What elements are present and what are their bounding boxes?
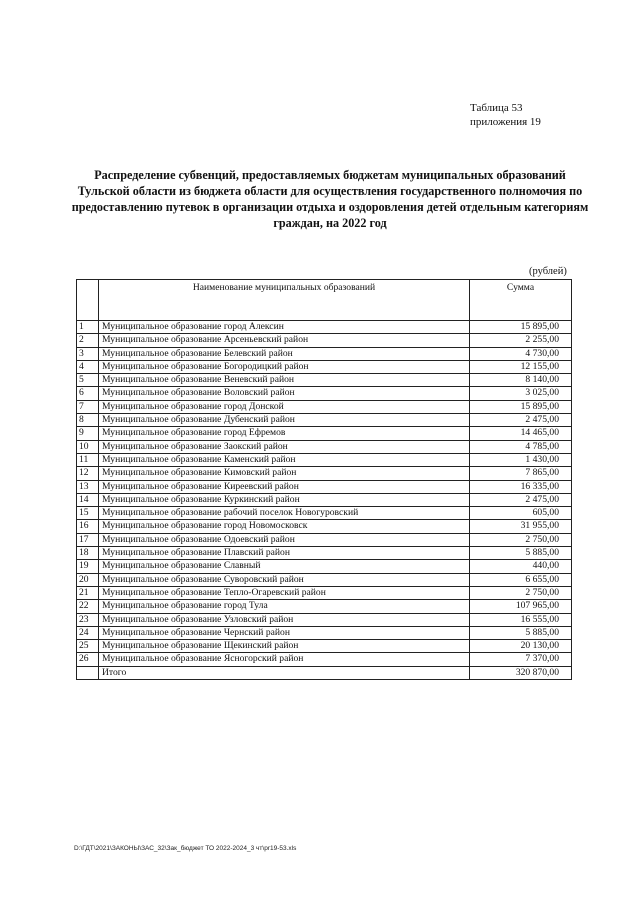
- row-index: 3: [77, 347, 99, 360]
- row-name: Итого: [99, 666, 470, 679]
- row-sum: 20 130,00: [470, 640, 572, 653]
- table-row: [77, 653, 572, 666]
- table-row: [77, 427, 572, 440]
- row-sum: 4 785,00: [470, 440, 572, 453]
- header-name: Наименование муниципальных образований: [99, 280, 470, 321]
- row-sum: 16 555,00: [470, 613, 572, 626]
- row-index: [77, 666, 99, 679]
- row-index: 24: [77, 626, 99, 639]
- row-sum: 5 885,00: [470, 626, 572, 639]
- table-row: [77, 480, 572, 493]
- total-row: [77, 666, 572, 679]
- row-sum: 6 655,00: [470, 573, 572, 586]
- row-index: 21: [77, 586, 99, 599]
- row-index: 9: [77, 427, 99, 440]
- row-name: Муниципальное образование Щекинский район: [99, 640, 470, 653]
- document-title: Распределение субвенций, предоставляемых бюджетам муниципальных образований Тульской области из бюджета области для осуществления государственного полномочия по предоставлению путевок в организации отдыха и оздоровления детей отдельным категориям граждан, на 2022 год: [71, 168, 589, 230]
- table-row: [77, 573, 572, 586]
- row-index: 23: [77, 613, 99, 626]
- row-index: 5: [77, 374, 99, 387]
- row-index: 10: [77, 440, 99, 453]
- row-sum: 12 155,00: [470, 360, 572, 373]
- row-sum: 2 475,00: [470, 493, 572, 506]
- row-name: Муниципальное образование Богородицкий район: [99, 360, 470, 373]
- table-row: [77, 493, 572, 506]
- row-index: 11: [77, 453, 99, 466]
- table-row: [77, 507, 572, 520]
- row-name: Муниципальное образование Заокский район: [99, 440, 470, 453]
- row-name: Муниципальное образование Узловский район: [99, 613, 470, 626]
- header-index: [77, 280, 99, 321]
- row-index: 4: [77, 360, 99, 373]
- header-sum: Сумма: [470, 280, 572, 321]
- table-row: [77, 387, 572, 400]
- row-index: 1: [77, 321, 99, 334]
- row-name: Муниципальное образование Веневский район: [99, 374, 470, 387]
- row-name: Муниципальное образование Тепло-Огаревский район: [99, 586, 470, 599]
- table-body: [77, 321, 572, 680]
- row-sum: 320 870,00: [470, 666, 572, 679]
- row-sum: 31 955,00: [470, 520, 572, 533]
- row-name: Муниципальное образование Воловский район: [99, 387, 470, 400]
- row-index: 6: [77, 387, 99, 400]
- row-sum: 107 965,00: [470, 600, 572, 613]
- row-name: Муниципальное образование город Новомосковск: [99, 520, 470, 533]
- row-index: 19: [77, 560, 99, 573]
- subsidy-table: [76, 279, 572, 680]
- row-name: Муниципальное образование Каменский район: [99, 453, 470, 466]
- row-name: Муниципальное образование Дубенский район: [99, 414, 470, 427]
- row-name: Муниципальное образование Славный: [99, 560, 470, 573]
- row-sum: 5 885,00: [470, 547, 572, 560]
- row-index: 12: [77, 467, 99, 480]
- row-index: 13: [77, 480, 99, 493]
- row-index: 25: [77, 640, 99, 653]
- row-name: Муниципальное образование Кимовский район: [99, 467, 470, 480]
- table-row: [77, 626, 572, 639]
- row-name: Муниципальное образование Куркинский район: [99, 493, 470, 506]
- row-sum: 3 025,00: [470, 387, 572, 400]
- row-sum: 14 465,00: [470, 427, 572, 440]
- row-name: Муниципальное образование рабочий поселок Новогуровский: [99, 507, 470, 520]
- row-name: Муниципальное образование Суворовский район: [99, 573, 470, 586]
- row-sum: 16 335,00: [470, 480, 572, 493]
- table-row: [77, 613, 572, 626]
- row-sum: 440,00: [470, 560, 572, 573]
- row-name: Муниципальное образование Белевский район: [99, 347, 470, 360]
- table-row: [77, 374, 572, 387]
- row-name: Муниципальное образование город Ефремов: [99, 427, 470, 440]
- table-row: [77, 334, 572, 347]
- table-row: [77, 640, 572, 653]
- row-index: 14: [77, 493, 99, 506]
- row-name: Муниципальное образование Ясногорский район: [99, 653, 470, 666]
- row-index: 18: [77, 547, 99, 560]
- row-sum: 15 895,00: [470, 400, 572, 413]
- table-row: [77, 453, 572, 466]
- table-row: [77, 600, 572, 613]
- row-name: Муниципальное образование Чернский район: [99, 626, 470, 639]
- currency-unit: (рублей): [529, 266, 567, 277]
- row-sum: 7 370,00: [470, 653, 572, 666]
- table-row: [77, 533, 572, 546]
- table-row: [77, 467, 572, 480]
- row-index: 2: [77, 334, 99, 347]
- row-index: 22: [77, 600, 99, 613]
- row-name: Муниципальное образование Плавский район: [99, 547, 470, 560]
- table-row: [77, 560, 572, 573]
- row-name: Муниципальное образование город Донской: [99, 400, 470, 413]
- row-sum: 605,00: [470, 507, 572, 520]
- appendix-number: приложения 19: [470, 116, 541, 128]
- row-index: 26: [77, 653, 99, 666]
- row-sum: 4 730,00: [470, 347, 572, 360]
- row-name: Муниципальное образование город Алексин: [99, 321, 470, 334]
- row-sum: 7 865,00: [470, 467, 572, 480]
- row-name: Муниципальное образование Киреевский район: [99, 480, 470, 493]
- row-index: 20: [77, 573, 99, 586]
- row-sum: 1 430,00: [470, 453, 572, 466]
- row-index: 15: [77, 507, 99, 520]
- file-path: D:\ГДТ\2021\ЗАКОНЫ\ЗАС_32\Зак_бюджет ТО 2022-2024_3 чт\pr19-53.xls: [74, 845, 297, 852]
- table-row: [77, 347, 572, 360]
- row-sum: 2 475,00: [470, 414, 572, 427]
- table-row: [77, 400, 572, 413]
- row-index: 7: [77, 400, 99, 413]
- row-index: 16: [77, 520, 99, 533]
- table-row: [77, 586, 572, 599]
- row-index: 8: [77, 414, 99, 427]
- row-name: Муниципальное образование город Тула: [99, 600, 470, 613]
- table-row: [77, 414, 572, 427]
- table-row: [77, 520, 572, 533]
- row-name: Муниципальное образование Одоевский район: [99, 533, 470, 546]
- table-number: Таблица 53: [470, 102, 523, 114]
- table-row: [77, 321, 572, 334]
- row-name: Муниципальное образование Арсеньевский район: [99, 334, 470, 347]
- table-row: [77, 440, 572, 453]
- row-sum: 15 895,00: [470, 321, 572, 334]
- document-header-ref: [470, 101, 541, 129]
- table-row: [77, 547, 572, 560]
- table-row: [77, 360, 572, 373]
- row-sum: 2 750,00: [470, 586, 572, 599]
- row-index: 17: [77, 533, 99, 546]
- table-header-row: [77, 280, 572, 321]
- row-sum: 8 140,00: [470, 374, 572, 387]
- row-sum: 2 255,00: [470, 334, 572, 347]
- row-sum: 2 750,00: [470, 533, 572, 546]
